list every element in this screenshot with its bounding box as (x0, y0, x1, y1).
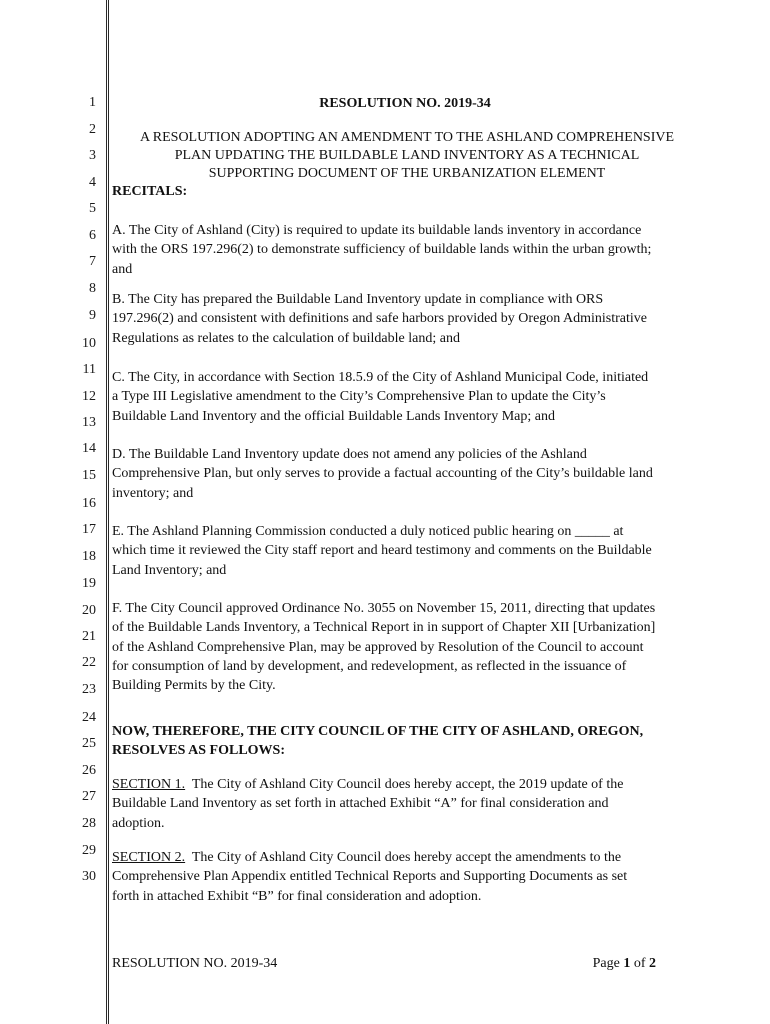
left-margin-rule-inner (108, 0, 109, 1024)
resolves-line: NOW, THEREFORE, THE CITY COUNCIL OF THE CITY OF ASHLAND, OREGON, (112, 724, 644, 739)
paragraph-line: B. The City has prepared the Buildable Land Inventory update in compliance with ORS (112, 292, 604, 307)
line-number: 15 (82, 468, 96, 483)
line-number: 1 (89, 95, 96, 110)
recital-b (112, 290, 712, 348)
paragraph-line: Land Inventory; and (112, 562, 227, 578)
line-number: 30 (82, 869, 96, 884)
line-number: 3 (89, 148, 96, 163)
paragraph-line: of the Ashland Comprehensive Plan, may be approved by Resolution of the Council to account (112, 639, 644, 655)
recital-f (112, 599, 712, 695)
paragraph-line: adoption. (112, 815, 165, 831)
paragraph-line: Regulations as relates to the calculation of buildable land; and (112, 330, 460, 346)
paragraph-line: forth in attached Exhibit “B” for final consideration and adoption. (112, 888, 482, 904)
paragraph-line: Comprehensive Plan Appendix entitled Technical Reports and Supporting Documents as set (112, 869, 628, 885)
paragraph-line: E. The Ashland Planning Commission conducted a duly noticed public hearing on _____ at (112, 524, 624, 539)
line-number: 25 (82, 736, 96, 751)
line-number: 29 (82, 843, 96, 858)
line-number: 22 (82, 655, 96, 670)
page-word: Page (592, 956, 620, 971)
section-1-text: The City of Ashland City Council does hereby accept, the 2019 update of the (185, 777, 624, 792)
paragraph-line: Buildable Land Inventory and the official Buildable Lands Inventory Map; and (112, 408, 555, 424)
document-title: RESOLUTION NO. 2019-34 (319, 96, 491, 111)
line-number: 17 (82, 522, 96, 537)
paragraph-line: inventory; and (112, 485, 194, 501)
line-number: 5 (89, 201, 96, 216)
section-2 (112, 848, 712, 906)
paragraph-line: of the Buildable Lands Inventory, a Technical Report in in support of Chapter XII [Urbanization] (112, 620, 656, 636)
footer-resolution-number: RESOLUTION NO. 2019-34 (112, 956, 278, 971)
section-1-label: SECTION 1. (112, 777, 186, 792)
line-number: 18 (82, 549, 96, 564)
section-1 (112, 775, 712, 833)
paragraph-line: Buildable Land Inventory as set forth in attached Exhibit “A” for final consideration and (112, 796, 609, 812)
line-number: 6 (89, 228, 96, 243)
paragraph-line: 197.296(2) and consistent with definitions and safe harbors provided by Oregon Administrative (112, 311, 648, 327)
resolves-line: RESOLVES AS FOLLOWS: (112, 743, 285, 758)
section-2-text: The City of Ashland City Council does hereby accept the amendments to the (185, 850, 622, 865)
paragraph-line: Comprehensive Plan, but only serves to provide a factual accounting of the City’s buildable land (112, 466, 653, 482)
page-current: 1 (623, 956, 631, 971)
section-2-label: SECTION 2. (112, 850, 186, 865)
recitals-heading: RECITALS: (112, 184, 188, 199)
paragraph-line (112, 848, 712, 867)
line-number: 27 (82, 789, 96, 804)
recital-d (112, 445, 712, 503)
line-number: 28 (82, 816, 96, 831)
recital-a (112, 221, 712, 279)
line-number: 7 (89, 254, 96, 269)
paragraph-line: D. The Buildable Land Inventory update does not amend any policies of the Ashland (112, 447, 587, 462)
resolves-heading (112, 722, 712, 760)
line-number: 20 (82, 603, 96, 618)
paragraph-line: C. The City, in accordance with Section 18.5.9 of the City of Ashland Municipal Code, initiated (112, 370, 649, 385)
line-number: 9 (89, 308, 96, 323)
line-number: 13 (82, 415, 96, 430)
page-of: of (633, 956, 646, 971)
line-number: 23 (82, 682, 96, 697)
line-number: 14 (82, 441, 96, 456)
line-number: 8 (89, 281, 96, 296)
left-margin-rule-outer (106, 0, 107, 1024)
paragraph-line: for consumption of land by development, and redevelopment, as reflected in the issuance of (112, 658, 627, 674)
line-number: 26 (82, 763, 96, 778)
line-number: 19 (82, 576, 96, 591)
recital-e (112, 522, 712, 580)
paragraph-line: A. The City of Ashland (City) is required to update its buildable lands inventory in accordance (112, 223, 642, 238)
line-number: 16 (82, 496, 96, 511)
line-number: 24 (82, 710, 96, 725)
paragraph-line: F. The City Council approved Ordinance No. 3055 on November 15, 2011, directing that updates (112, 601, 656, 616)
subtitle-line: A RESOLUTION ADOPTING AN AMENDMENT TO THE ASHLAND COMPREHENSIVE (139, 130, 675, 145)
line-number: 10 (82, 336, 96, 351)
paragraph-line (112, 775, 712, 794)
subtitle-line: SUPPORTING DOCUMENT OF THE URBANIZATION ELEMENT (208, 166, 606, 181)
line-number: 2 (89, 122, 96, 137)
subtitle-line: PLAN UPDATING THE BUILDABLE LAND INVENTORY AS A TECHNICAL (174, 148, 640, 163)
line-number: 4 (89, 175, 96, 190)
paragraph-line: a Type III Legislative amendment to the City’s Comprehensive Plan to update the City’s (112, 389, 606, 405)
paragraph-line: which time it reviewed the City staff report and heard testimony and comments on the Buildable (112, 543, 652, 559)
line-number: 11 (82, 362, 96, 377)
page-total: 2 (649, 956, 656, 971)
recital-c (112, 368, 712, 426)
paragraph-line: Building Permits by the City. (112, 678, 276, 694)
paragraph-line: with the ORS 197.296(2) to demonstrate sufficiency of buildable lands within the urban growth; (112, 242, 652, 258)
footer-page-indicator (560, 955, 656, 973)
line-number: 12 (82, 389, 96, 404)
resolution-subtitle (112, 129, 702, 183)
line-number: 21 (82, 629, 96, 644)
paragraph-line: and (112, 261, 133, 277)
